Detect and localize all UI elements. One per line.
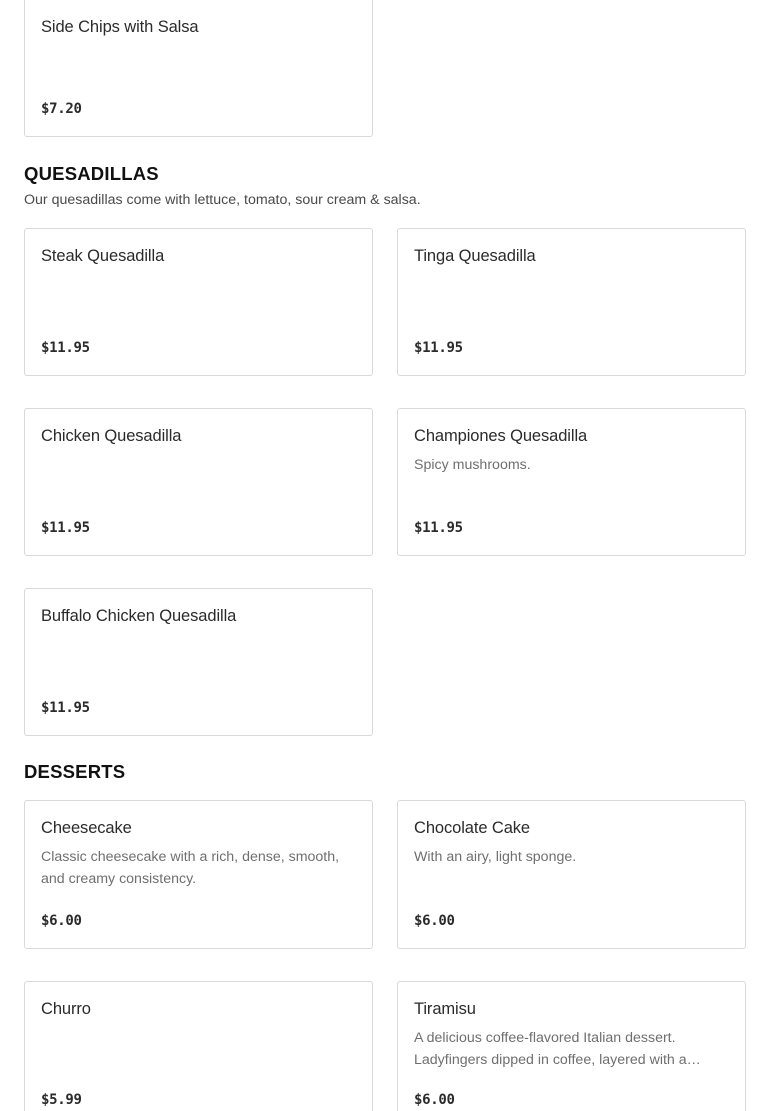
menu-item-name: Chicken Quesadilla — [41, 427, 182, 445]
menu-item-name: Tiramisu — [414, 1000, 476, 1018]
menu-item-card[interactable] — [397, 981, 746, 1111]
menu-item-price: $6.00 — [41, 913, 82, 929]
menu-item-description: A delicious coffee-flavored Italian dessert. Ladyfingers dipped in coffee, layered with a… — [414, 1030, 701, 1068]
menu-item-description: With an airy, light sponge. — [414, 849, 577, 865]
menu-item-name: Tinga Quesadilla — [414, 247, 536, 265]
menu-item-price: $11.95 — [41, 520, 90, 536]
menu-item-price: $6.00 — [414, 913, 455, 929]
section-title-quesadillas: QUESADILLAS — [24, 163, 159, 184]
menu-item-card[interactable] — [24, 981, 373, 1111]
menu-item-name: Buffalo Chicken Quesadilla — [41, 607, 237, 625]
menu-item-card[interactable] — [397, 408, 746, 556]
menu-item-name: Steak Quesadilla — [41, 247, 165, 265]
menu-item-name: Chocolate Cake — [414, 819, 531, 837]
menu-item-card[interactable] — [24, 228, 373, 376]
menu-item-name: Championes Quesadilla — [414, 427, 588, 445]
menu-item-card[interactable] — [397, 800, 746, 949]
menu-item-description: Spicy mushrooms. — [414, 457, 531, 473]
menu-item-card[interactable] — [24, 408, 373, 556]
menu-item-name: Churro — [41, 1000, 91, 1018]
menu-item-description: Classic cheesecake with a rich, dense, smooth, and creamy consistency. — [41, 849, 340, 887]
menu-item-price: $11.95 — [414, 520, 463, 536]
menu-item-name: Side Chips with Salsa — [41, 18, 199, 36]
menu-item-price: $5.99 — [41, 1092, 82, 1108]
menu-item-price: $7.20 — [41, 101, 82, 117]
menu-item-card[interactable] — [24, 0, 373, 137]
menu-item-price: $11.95 — [41, 700, 90, 716]
menu-item-name: Cheesecake — [41, 819, 132, 837]
menu-item-card[interactable] — [397, 228, 746, 376]
menu-item-card[interactable] — [24, 800, 373, 949]
menu-item-price: $6.00 — [414, 1092, 455, 1108]
menu-item-price: $11.95 — [41, 340, 90, 356]
section-description-quesadillas: Our quesadillas come with lettuce, tomato, sour cream & salsa. — [24, 192, 421, 208]
menu-item-price: $11.95 — [414, 340, 463, 356]
section-title-desserts: DESSERTS — [24, 761, 126, 782]
menu-item-card[interactable] — [24, 588, 373, 736]
